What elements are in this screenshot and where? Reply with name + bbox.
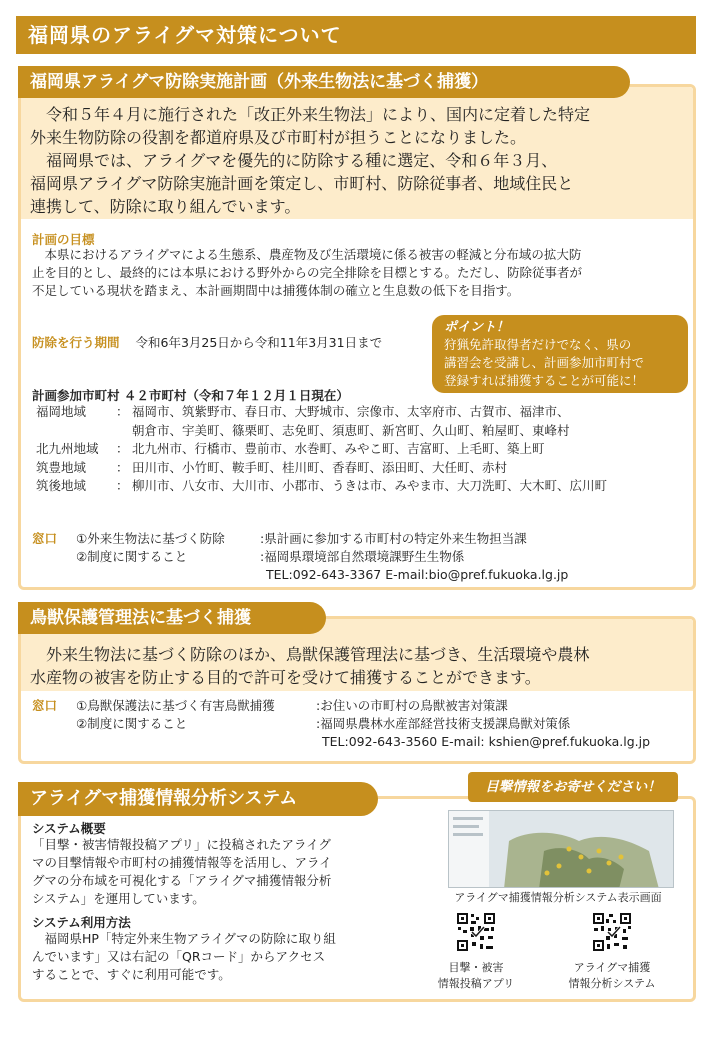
contact-tel[interactable]: TEL:092-643-3560 E-mail: kshien@pref.fukuoka.lg.jp	[322, 734, 651, 749]
contact-value: :お住いの市町村の鳥獣被害対策課	[316, 698, 508, 713]
contact-row	[32, 566, 568, 584]
intro-line: 外来生物防除の役割を都道府県及び市町村が担うことになりました。	[30, 128, 527, 147]
goal-line: 不足している現状を踏まえ、本計画期間中は捕獲体制の確立と生息数の低下を目指す。	[32, 283, 520, 298]
contact-row	[32, 530, 568, 548]
qr-code-report-app[interactable]	[456, 912, 496, 952]
contact-spacer	[76, 566, 260, 584]
contact-item: ①外来生物法に基づく防除	[76, 531, 225, 546]
area-row	[36, 440, 686, 459]
contact-row	[32, 548, 568, 566]
contact-label: 窓口	[32, 531, 58, 546]
area-separator: ：	[116, 404, 129, 419]
qr-caption-line: 情報投稿アプリ	[437, 977, 515, 990]
point-line: 狩猟免許取得者だけでなく、県の	[444, 337, 632, 352]
contact-row	[32, 697, 650, 715]
contact-row	[32, 715, 650, 733]
area-cities: 田川市、小竹町、鞍手町、桂川町、香春町、添田町、大任町、赤村	[132, 459, 508, 475]
area-name: 筑豊地域	[36, 459, 87, 475]
system-overview-text	[32, 836, 402, 908]
contact-spacer	[76, 733, 316, 751]
section-hunting-title: 鳥獣保護管理法に基づく捕獲	[18, 602, 326, 634]
qr-icon	[592, 912, 632, 952]
use-line: 福岡県HP「特定外来生物アライグマの防除に取り組	[32, 931, 336, 946]
qr-caption-line: 情報分析システム	[568, 977, 656, 990]
section-hunting-intro	[30, 643, 690, 689]
area-separator: ：	[116, 478, 129, 493]
contact-block-plan	[32, 530, 568, 584]
contact-tel[interactable]: TEL:092-643-3367 E-mail:bio@pref.fukuoka.lg.jp	[266, 567, 569, 582]
intro-line: 連携して、防除に取り組んでいます。	[30, 197, 301, 216]
goal-line: 止を目的とし、最終的には本県における野外からの完全排除を目標とする。ただし、防除従事者が	[32, 265, 583, 280]
area-name: 福岡地域	[36, 404, 87, 419]
plan-period	[32, 334, 382, 352]
map-caption: アライグマ捕獲情報分析システム表示画面	[454, 891, 662, 904]
area-name: 北九州地域	[36, 441, 99, 456]
contact-value: :県計画に参加する市町村の特定外来生物担当課	[260, 531, 527, 546]
contact-item: ②制度に関すること	[76, 549, 188, 564]
qr-code-analysis-system[interactable]	[592, 912, 632, 952]
plan-goal-text	[32, 246, 682, 300]
area-separator: ：	[116, 459, 129, 475]
overview-line: 「目撃・被害情報投稿アプリ」に投稿されたアライグ	[32, 837, 331, 852]
map-image	[449, 811, 674, 888]
intro-line: 令和５年４月に施行された「改正外来生物法」により、国内に定着した特定	[30, 105, 591, 124]
plan-goal-heading: 計画の目標	[32, 232, 95, 247]
contact-label: 窓口	[32, 698, 58, 713]
intro-line: 水産物の被害を防止する目的で許可を受けて捕獲することができます。	[30, 668, 541, 687]
point-callout	[432, 315, 688, 393]
qr-caption-analysis-system	[552, 960, 672, 992]
overview-line: グマの分布域を可視化する「アライグマ捕獲情報分析	[32, 873, 332, 888]
system-use-heading: システム利用方法	[32, 915, 131, 930]
contact-item: ②制度に関すること	[76, 716, 188, 731]
system-overview-heading: システム概要	[32, 821, 106, 836]
page-title: 福岡県のアライグマ対策について	[16, 16, 696, 54]
overview-line: マの目撃情報や市町村の捕獲情報等を活用し、アライ	[32, 855, 332, 870]
system-map-screenshot	[448, 810, 674, 888]
area-row	[36, 459, 686, 478]
area-cities: 北九州市、行橋市、豊前市、水巻町、みやこ町、吉富町、上毛町、築上町	[132, 441, 545, 456]
area-name: 筑後地域	[36, 478, 87, 493]
goal-line: 本県におけるアライグマによる生態系、農産物及び生活環境に係る被害の軽減と分布域の拡大防	[32, 247, 582, 262]
area-cities: 福岡市、筑紫野市、春日市、大野城市、宗像市、太宰府市、古賀市、福津市、	[132, 404, 570, 419]
contact-value: :福岡県農林水産部経営技術支援課鳥獣対策係	[316, 716, 571, 731]
system-use-text	[32, 930, 402, 984]
contact-value: :福岡県環境部自然環境課野生生物係	[260, 549, 465, 564]
contact-block-hunting	[32, 697, 650, 751]
period-label: 防除を行う期間	[32, 335, 120, 350]
section-plan-intro	[30, 103, 690, 218]
area-separator: ：	[116, 441, 129, 456]
qr-icon	[456, 912, 496, 952]
section-system-title: アライグマ捕獲情報分析システム	[18, 782, 378, 816]
qr-caption-line: 目撃・被害	[448, 961, 504, 974]
use-line: することで、すぐに利用可能です。	[32, 967, 231, 982]
area-cities: 柳川市、八女市、大川市、小郡市、うきは市、みやま市、大刀洗町、大木町、広川町	[132, 478, 608, 493]
participants-heading: 計画参加市町村 ４２市町村（令和７年１２月１日現在）	[32, 388, 349, 403]
contact-item: ①鳥獣保護法に基づく有害鳥獣捕獲	[76, 698, 275, 713]
qr-caption-line: アライグマ捕獲	[573, 961, 651, 974]
area-row	[36, 477, 686, 496]
area-list	[36, 403, 686, 496]
overview-line: システム」を運用しています。	[32, 891, 205, 906]
contact-spacer	[32, 566, 76, 584]
contact-spacer	[32, 733, 76, 751]
qr-caption-report-app	[416, 960, 536, 992]
period-value: 令和6年3月25日から令和11年3月31日まで	[135, 335, 383, 350]
report-sighting-badge: 目撃情報をお寄せください！	[468, 772, 678, 802]
intro-line: 福岡県アライグマ防除実施計画を策定し、市町村、防除従事者、地域住民と	[30, 174, 574, 193]
point-title: ポイント！	[444, 320, 510, 335]
point-line: 登録すれば捕獲することが可能に！	[444, 373, 645, 388]
intro-line: 福岡県では、アライグマを優先的に防除する種に選定、令和６年３月、	[30, 151, 558, 170]
contact-row	[32, 733, 650, 751]
point-text	[444, 336, 678, 390]
contact-spacer	[32, 715, 76, 733]
area-cities-cont: 朝倉市、宇美町、篠栗町、志免町、須恵町、新宮町、久山町、粕屋町、東峰村	[132, 422, 570, 438]
area-row	[36, 403, 686, 422]
point-line: 講習会を受講し、計画参加市町村で	[444, 355, 645, 370]
contact-spacer	[32, 548, 76, 566]
intro-line: 外来生物法に基づく防除のほか、鳥獣保護管理法に基づき、生活環境や農林	[30, 645, 590, 664]
use-line: んでいます」又は右記の「QRコード」からアクセス	[32, 949, 326, 964]
section-plan-title: 福岡県アライグマ防除実施計画（外来生物法に基づく捕獲）	[18, 66, 630, 98]
